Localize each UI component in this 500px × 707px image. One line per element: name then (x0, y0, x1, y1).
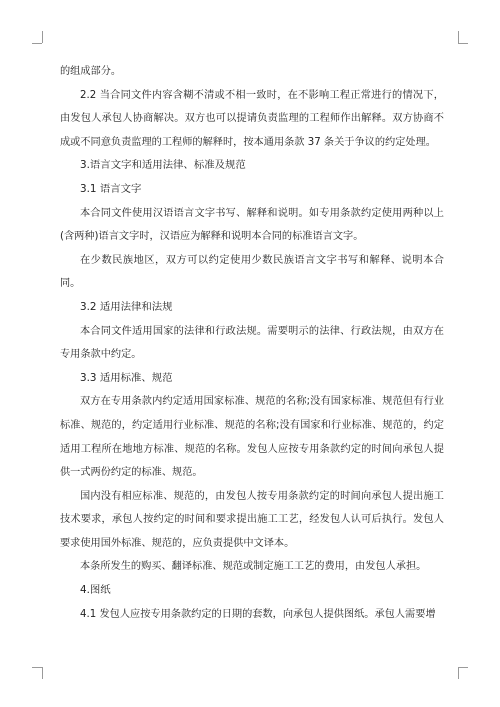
paragraph-continuation: 的组成部分。 (60, 66, 122, 77)
heading-section-3: 3.语言文字和适用法律、标准及规范 (80, 159, 246, 172)
crop-mark-bottom-right-h (458, 667, 468, 668)
crop-mark-top-right-v (458, 31, 459, 43)
paragraph-4-1: 4.1 发包人应按专用条款约定的日期的套数，向承包人提供图纸。承包人需要增 (80, 608, 436, 620)
heading-3-3: 3.3 适用标准、规范 (80, 371, 173, 384)
paragraph-3-1-a: 本合同文件使用汉语语言文字书写、解释和说明。如专用条款约定使用两种以上(含两种)语言文字时，汉语应为解释和说明本合同的标准语言文字。 (60, 207, 444, 243)
heading-3-1: 3.1 语言文字 (80, 182, 142, 195)
crop-mark-top-right-h (458, 43, 468, 44)
document-body (60, 60, 444, 626)
crop-mark-top-left-v (42, 31, 43, 43)
heading-3-2: 3.2 适用法律和法规 (80, 300, 173, 313)
paragraph-2-2: 2.2 当合同文件内容含糊不清或不相一致时，在不影响工程正常进行的情况下，由发包人承包人协商解决。双方也可以提请负责监理的工程师作出解释。双方协商不成或不同意负责监理的工程师的解释时，按本通用条款 37 条关于争议的约定处理。 (60, 89, 444, 148)
crop-mark-top-left-h (32, 43, 42, 44)
paragraph-3-1-b: 在少数民族地区，双方可以约定使用少数民族语言文字书写和解释、说明本合同。 (60, 254, 444, 290)
crop-mark-bottom-left-v (42, 667, 43, 679)
heading-section-4: 4.图纸 (80, 584, 111, 597)
paragraph-3-2: 本合同文件适用国家的法律和行政法规。需要明示的法律、行政法规，由双方在专用条款中约定。 (60, 325, 444, 361)
crop-mark-bottom-left-h (32, 667, 42, 668)
paragraph-3-3-a: 双方在专用条款内约定适用国家标准、规范的名称;没有国家标准、规范但有行业标准、规范的，约定适用行业标准、规范的名称;没有国家和行业标准、规范的，约定适用工程所在地地方标准、规范的名称。发包人应按专用条款约定的时间向承包人提供一式两份约定的标准、规范。 (60, 396, 444, 479)
paragraph-3-3-c: 本条所发生的购买、翻译标准、规范或制定施工工艺的费用，由发包人承担。 (80, 561, 427, 573)
crop-mark-bottom-right-v (458, 667, 459, 679)
paragraph-3-3-b: 国内没有相应标准、规范的，由发包人按专用条款约定的时间向承包人提出施工技术要求，承包人按约定的时间和要求提出施工工艺，经发包人认可后执行。发包人要求使用国外标准、规范的，应负责提供中文译本。 (60, 490, 444, 549)
